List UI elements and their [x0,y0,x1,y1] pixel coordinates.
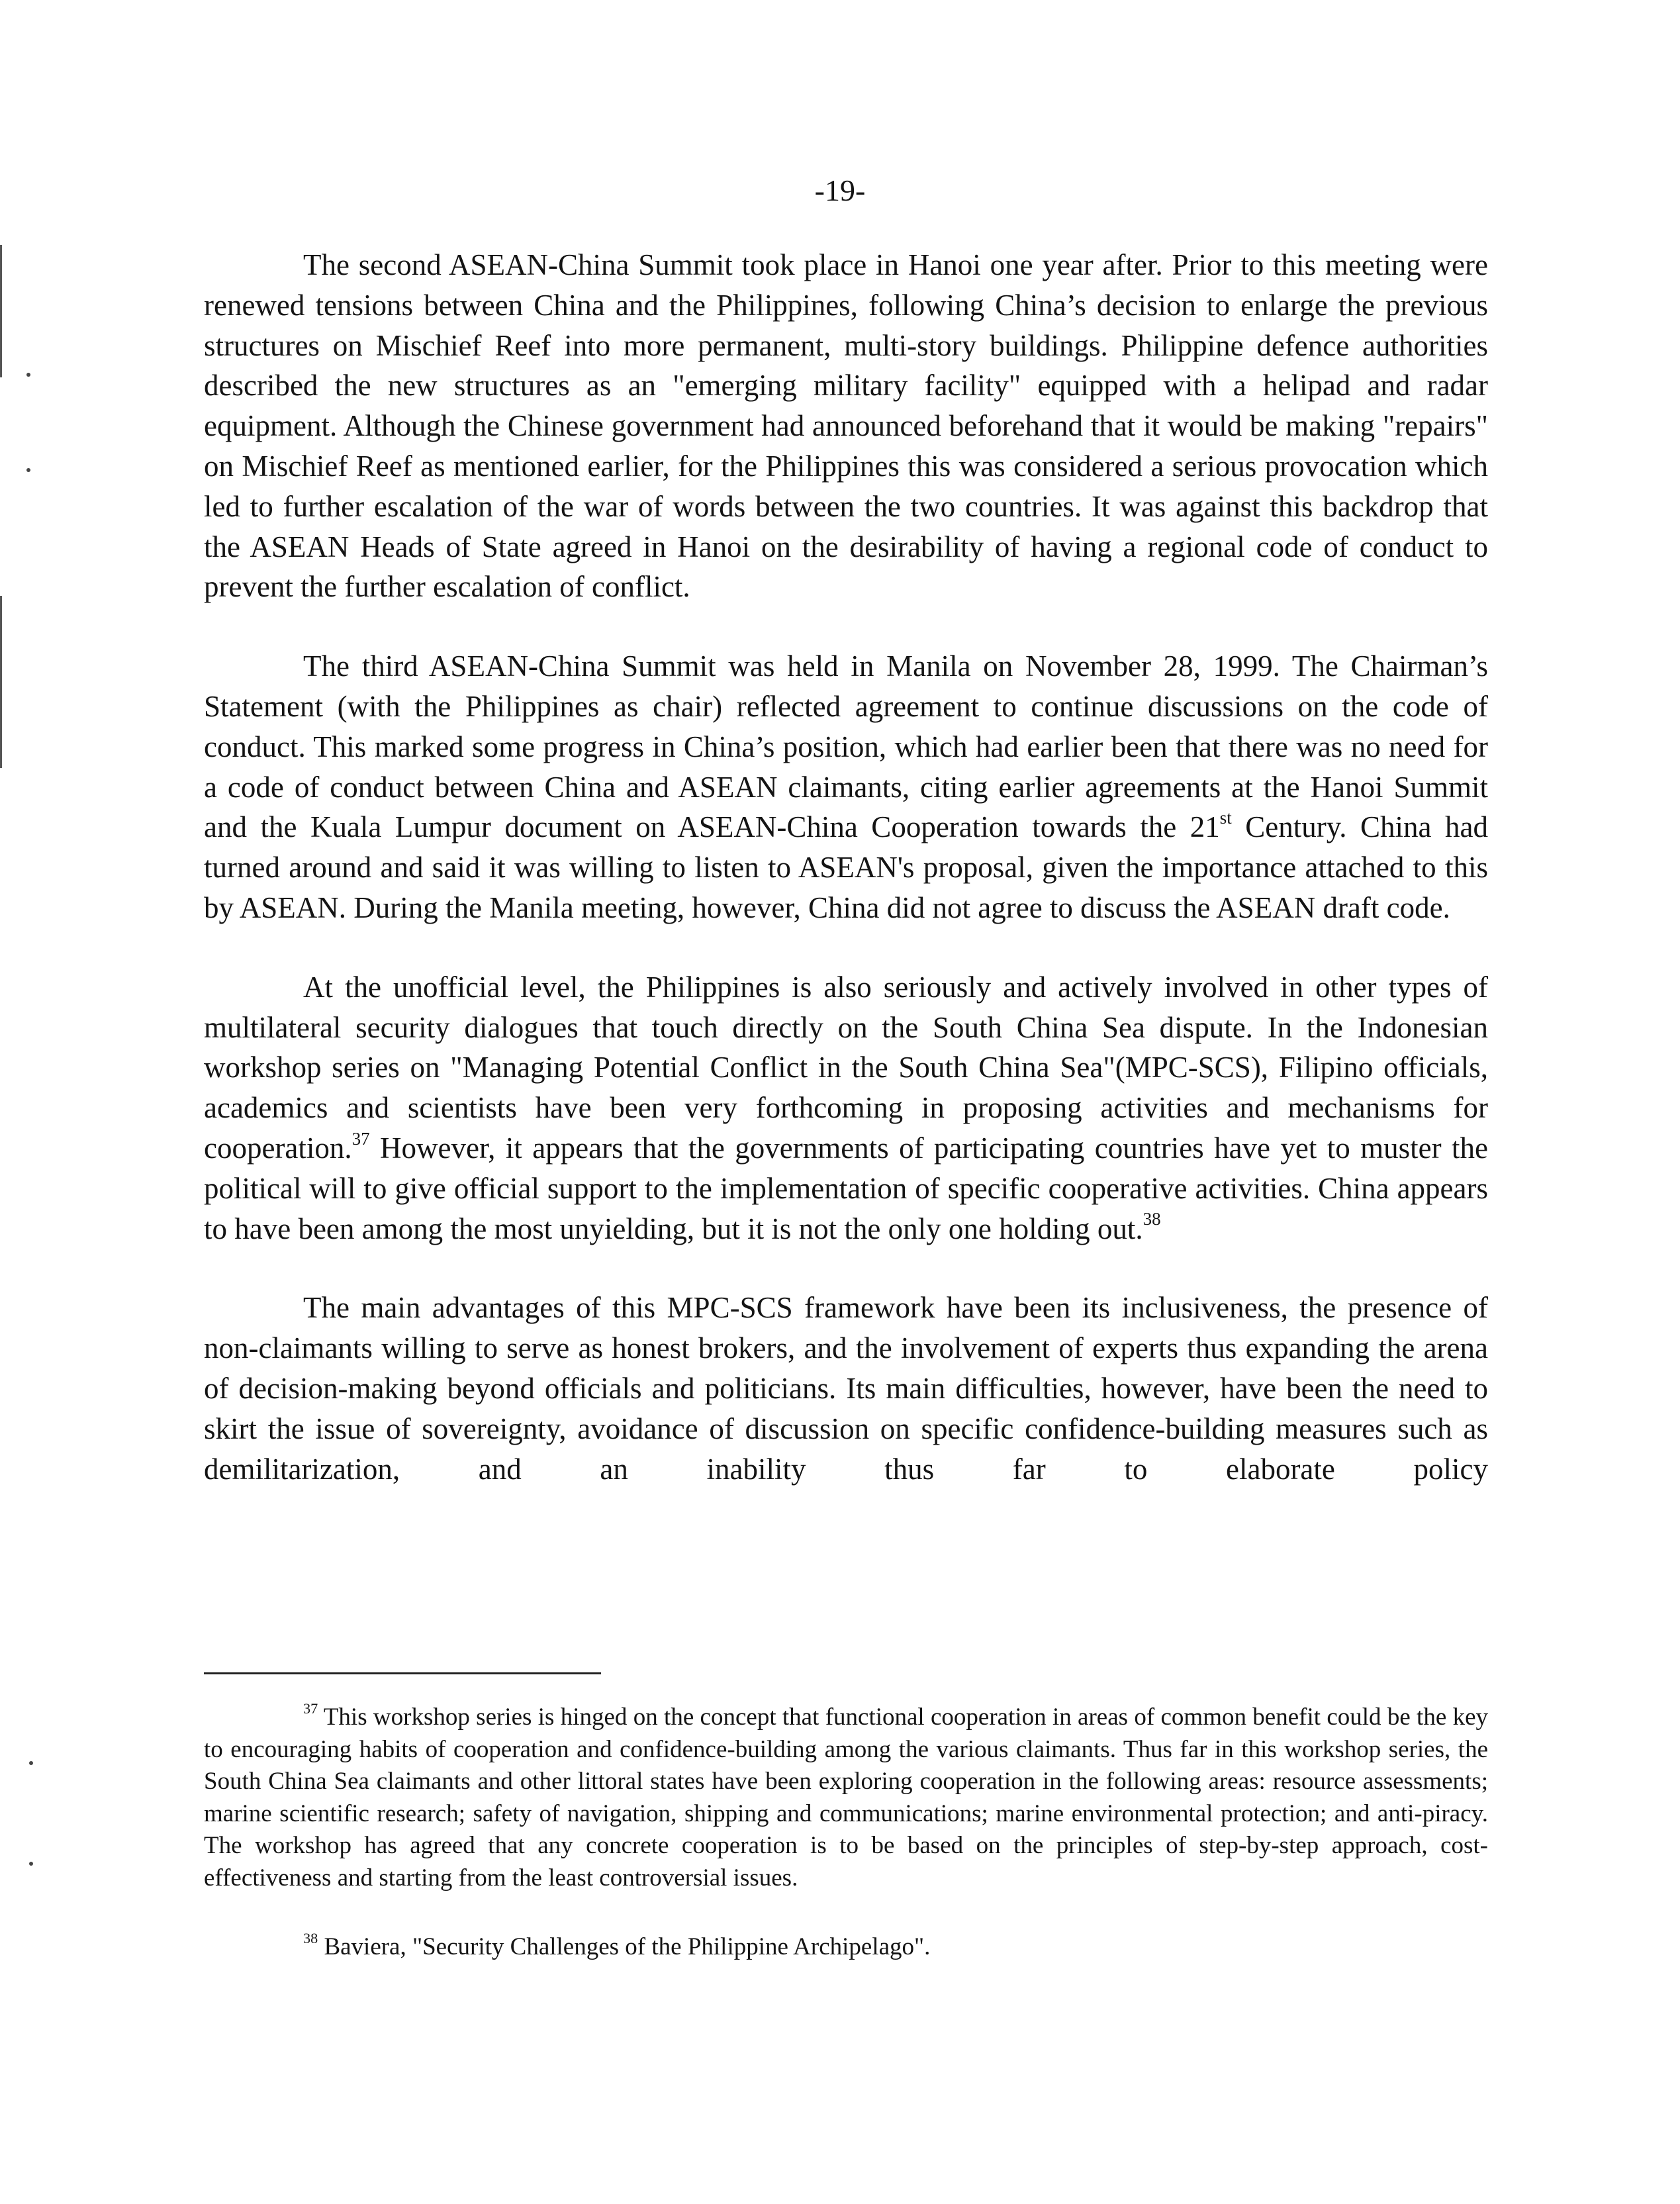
scan-speck [29,1761,33,1765]
footnote-reference-37: 37 [351,1128,370,1149]
ordinal-superscript: st [1219,808,1232,828]
scan-edge-mark [0,245,2,377]
footnote-marker: 38 [303,1930,318,1947]
paragraph-second-summit: The second ASEAN-China Summit took place in Hanoi one year after. Prior to this meeting were renewed tensions between China and the Philippines, following China’s decision to enlarge the previous structures on Mischief Reef into more permanent, multi-story buildings. Philippine defence authorities described the new structures as an "emerging military facility" equipped with a helipad and radar equipment. Although the Chinese government had announced beforehand that it would be making "repairs" on Mischief Reef as mentioned earlier, for the Philippines this was considered a serious provocation which led to further escalation of the war of words between the two countries. It was against this backdrop that the ASEAN Heads of State agreed in Hanoi on the desirability of having a regional code of conduct to prevent the further escalation of conflict. [204,248,1488,604]
scan-speck [26,468,30,472]
paragraph-text: The third ASEAN-China Summit was held in Manila on November 28, 1999. The Chairman’s Statement (with the Philippines as chair) reflected agreement to continue discussions on the code of conduct. This marked some progress in China’s position, which had earlier been that there was no need for a code of conduct between China and ASEAN claimants, citing earlier agreements at the Hanoi Summit and the Kuala Lumpur document on ASEAN-China Cooperation towards the 21 [204,649,1488,844]
footnote-reference-38: 38 [1143,1209,1161,1229]
paragraph-text: At the unofficial level, the Philippines is also seriously and actively involved in other types of multilateral security dialogues that touch directly on the South China Sea dispute. In the Indonesian workshop series on "Managing Potential Conflict in the South China Sea"(MPC-SCS), Filipino officials, academics and scientists have been very forthcoming in proposing activities and mechanisms for cooperation. [204,970,1488,1165]
page-number: -19- [814,173,866,207]
paragraph-third-summit [204,646,1488,928]
footnote-separator [204,1672,601,1674]
scan-edge-mark [0,596,2,768]
footnote-38 [204,1931,1488,1964]
paragraph-text: Century. China had turned around and said it was willing to listen to ASEAN's proposal, given the importance attached to this by ASEAN. During the Manila meeting, however, China did not agree to discuss the ASEAN draft code. [204,810,1488,924]
footnote-marker: 37 [303,1700,318,1717]
scan-speck [29,1862,33,1866]
body-text [204,245,1488,1528]
paragraph-text: However, it appears that the governments of participating countries have yet to muster the political will to give official support to the implementation of specific cooperative activities. China appears to have been among the most unyielding, but it is not the only one holding out. [204,1131,1488,1245]
paragraph-mpc-scs-advantages: The main advantages of this MPC-SCS framework have been its inclusiveness, the presence of non-claimants willing to serve as honest brokers, and the involvement of experts thus expanding the arena of decision-making beyond officials and politicians. Its main difficulties, however, have been the need to skirt the issue of sovereignty, avoidance of discussion on specific confidence-building measures such as demilitarization, and an inability thus far to elaborate policy [204,1291,1488,1486]
footnote-text: Baviera, "Security Challenges of the Philippine Archipelago". [318,1933,931,1960]
footnote-37 [204,1701,1488,1894]
scan-speck [26,373,30,377]
footnote-text: This workshop series is hinged on the concept that functional cooperation in areas of common benefit could be the key to encouraging habits of cooperation and confidence-building among the various claimants. Thus far in this workshop series, the South China Sea claimants and other littoral states have been exploring cooperation in the following areas: resource assessments; marine scientific research; safety of navigation, shipping and communications; marine environmental protection; and anti-piracy. The workshop has agreed that any concrete cooperation is to be based on the principles of step-by-step approach, cost-effectiveness and starting from the least controversial issues. [204,1703,1488,1892]
footnotes [204,1701,1488,2001]
paragraph-unofficial-level [204,967,1488,1249]
